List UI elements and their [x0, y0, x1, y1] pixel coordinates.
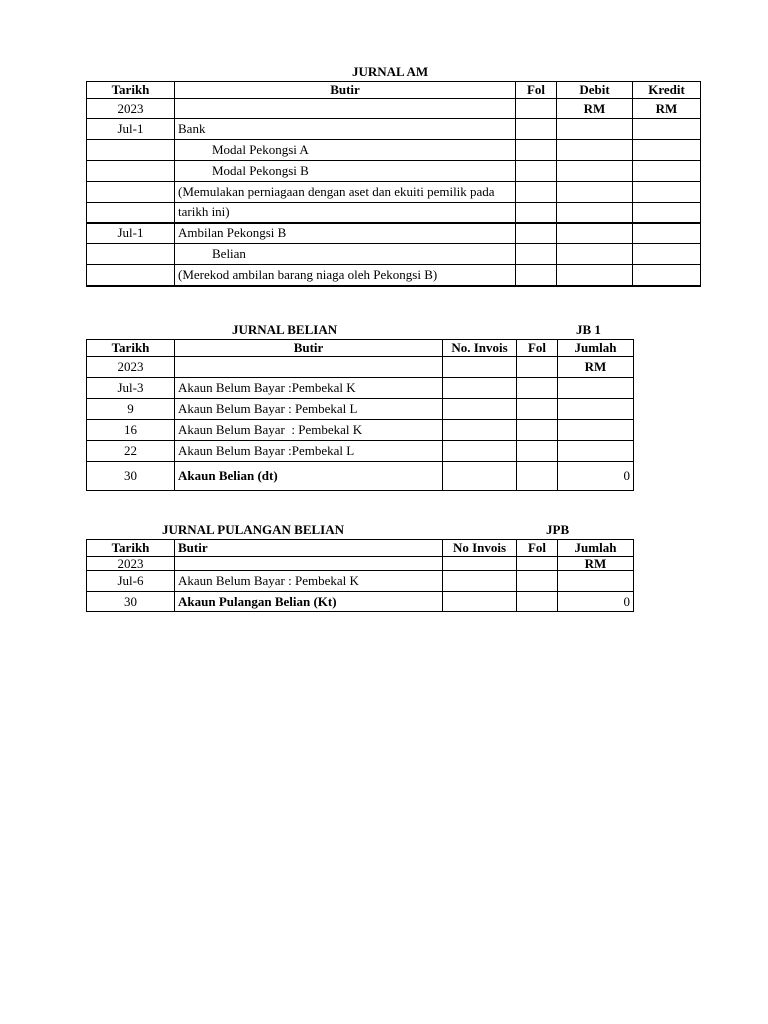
butir-cell: Akaun Belum Bayar : Pembekal K	[175, 571, 443, 592]
table-row	[87, 420, 634, 441]
date-cell: 22	[87, 441, 175, 462]
jurnal-belian-title: JURNAL BELIAN	[232, 322, 338, 337]
butir-cell: Modal Pekongsi A	[175, 140, 516, 161]
butir-cell: (Memulakan perniagaan dengan aset dan ekuiti pemilik pada	[175, 182, 516, 203]
kredit-cell	[633, 265, 701, 286]
header-butir: Butir	[175, 82, 516, 99]
fol-cell	[516, 140, 557, 161]
empty-cell	[175, 357, 443, 378]
jumlah-cell	[558, 571, 634, 592]
kredit-cell	[633, 161, 701, 182]
jumlah-total: 0	[558, 462, 634, 491]
year-cell: 2023	[87, 357, 175, 378]
fol-cell	[517, 571, 558, 592]
header-no-invois: No. Invois	[443, 340, 517, 357]
debit-cell	[557, 203, 633, 223]
table-row	[87, 161, 701, 182]
butir-cell: Akaun Belum Bayar : Pembekal L	[175, 399, 443, 420]
butir-cell: Akaun Belum Bayar :Pembekal K	[175, 378, 443, 399]
currency-row	[87, 99, 701, 119]
table-row	[87, 203, 701, 223]
currency-row	[87, 357, 634, 378]
jurnal-am-title: JURNAL AM	[352, 64, 429, 79]
empty-cell	[175, 99, 516, 119]
empty-cell	[517, 357, 558, 378]
date-cell: 9	[87, 399, 175, 420]
fol-cell	[517, 420, 558, 441]
fol-cell	[516, 182, 557, 203]
butir-cell: Akaun Belum Bayar : Pembekal K	[175, 420, 443, 441]
jumlah-cell	[558, 420, 634, 441]
kredit-cell	[633, 119, 701, 140]
table-row	[87, 223, 701, 244]
jurnal-am-table	[86, 81, 701, 287]
header-fol: Fol	[517, 340, 558, 357]
jumlah-cell	[558, 378, 634, 399]
debit-cell	[557, 161, 633, 182]
table-row	[87, 265, 701, 286]
date-cell	[87, 140, 175, 161]
header-jumlah: Jumlah	[558, 340, 634, 357]
jumlah-currency: RM	[558, 557, 634, 571]
butir-cell: tarikh ini)	[175, 203, 516, 223]
debit-cell	[557, 265, 633, 286]
jumlah-currency: RM	[558, 357, 634, 378]
jurnal-pulangan-belian-title: JURNAL PULANGAN BELIAN	[162, 522, 345, 537]
butir-cell: Akaun Pulangan Belian (Kt)	[175, 592, 443, 612]
table-row	[87, 140, 701, 161]
date-cell: Jul-6	[87, 571, 175, 592]
date-cell: Jul-1	[87, 119, 175, 140]
fol-cell	[516, 265, 557, 286]
empty-cell	[443, 357, 517, 378]
table-row	[87, 182, 701, 203]
year-cell: 2023	[87, 99, 175, 119]
empty-cell	[517, 557, 558, 571]
header-jumlah: Jumlah	[558, 540, 634, 557]
fol-cell	[516, 244, 557, 265]
table-row	[87, 571, 634, 592]
kredit-currency: RM	[633, 99, 701, 119]
kredit-cell	[633, 244, 701, 265]
table-row	[87, 378, 634, 399]
fol-cell	[517, 462, 558, 491]
jurnal-pulangan-belian-code: JPB	[546, 522, 570, 537]
invois-cell	[443, 378, 517, 399]
header-no-invois: No Invois	[443, 540, 517, 557]
table-row	[87, 399, 634, 420]
butir-cell: Akaun Belian (dt)	[175, 462, 443, 491]
fol-cell	[516, 119, 557, 140]
butir-cell: (Merekod ambilan barang niaga oleh Pekongsi B)	[175, 265, 516, 286]
date-cell	[87, 161, 175, 182]
total-row	[87, 592, 634, 612]
debit-cell	[557, 244, 633, 265]
fol-cell	[517, 441, 558, 462]
empty-cell	[443, 557, 517, 571]
empty-cell	[516, 99, 557, 119]
date-cell: Jul-3	[87, 378, 175, 399]
header-debit: Debit	[557, 82, 633, 99]
fol-cell	[517, 378, 558, 399]
header-fol: Fol	[517, 540, 558, 557]
total-row	[87, 462, 634, 491]
fol-cell	[516, 161, 557, 182]
year-cell: 2023	[87, 557, 175, 571]
fol-cell	[516, 203, 557, 223]
debit-cell	[557, 119, 633, 140]
currency-row	[87, 557, 634, 571]
kredit-cell	[633, 182, 701, 203]
debit-currency: RM	[557, 99, 633, 119]
fol-cell	[517, 399, 558, 420]
date-cell	[87, 182, 175, 203]
empty-cell	[175, 557, 443, 571]
butir-cell: Belian	[175, 244, 516, 265]
header-kredit: Kredit	[633, 82, 701, 99]
jurnal-belian-header-row	[87, 340, 634, 357]
header-fol: Fol	[516, 82, 557, 99]
debit-cell	[557, 223, 633, 244]
butir-cell: Modal Pekongsi B	[175, 161, 516, 182]
header-butir: Butir	[175, 340, 443, 357]
header-tarikh: Tarikh	[87, 82, 175, 99]
date-cell: 30	[87, 462, 175, 491]
kredit-cell	[633, 223, 701, 244]
debit-cell	[557, 182, 633, 203]
jurnal-belian-code: JB 1	[576, 322, 601, 337]
header-tarikh: Tarikh	[87, 340, 175, 357]
butir-cell: Ambilan Pekongsi B	[175, 223, 516, 244]
fol-cell	[517, 592, 558, 612]
butir-cell: Bank	[175, 119, 516, 140]
kredit-cell	[633, 203, 701, 223]
table-row	[87, 119, 701, 140]
date-cell	[87, 265, 175, 286]
invois-cell	[443, 399, 517, 420]
invois-cell	[443, 571, 517, 592]
jurnal-pulangan-header-row	[87, 540, 634, 557]
date-cell	[87, 203, 175, 223]
table-row	[87, 244, 701, 265]
jumlah-cell	[558, 441, 634, 462]
date-cell: 16	[87, 420, 175, 441]
fol-cell	[516, 223, 557, 244]
invois-cell	[443, 592, 517, 612]
jurnal-am-header-row	[87, 82, 701, 99]
kredit-cell	[633, 140, 701, 161]
butir-cell: Akaun Belum Bayar :Pembekal L	[175, 441, 443, 462]
header-butir: Butir	[175, 540, 443, 557]
jurnal-belian-table	[86, 339, 634, 491]
invois-cell	[443, 462, 517, 491]
date-cell: Jul-1	[87, 223, 175, 244]
table-row	[87, 441, 634, 462]
date-cell: 30	[87, 592, 175, 612]
jumlah-cell	[558, 399, 634, 420]
jurnal-pulangan-belian-table	[86, 539, 634, 612]
invois-cell	[443, 420, 517, 441]
invois-cell	[443, 441, 517, 462]
header-tarikh: Tarikh	[87, 540, 175, 557]
date-cell	[87, 244, 175, 265]
debit-cell	[557, 140, 633, 161]
jumlah-total: 0	[558, 592, 634, 612]
